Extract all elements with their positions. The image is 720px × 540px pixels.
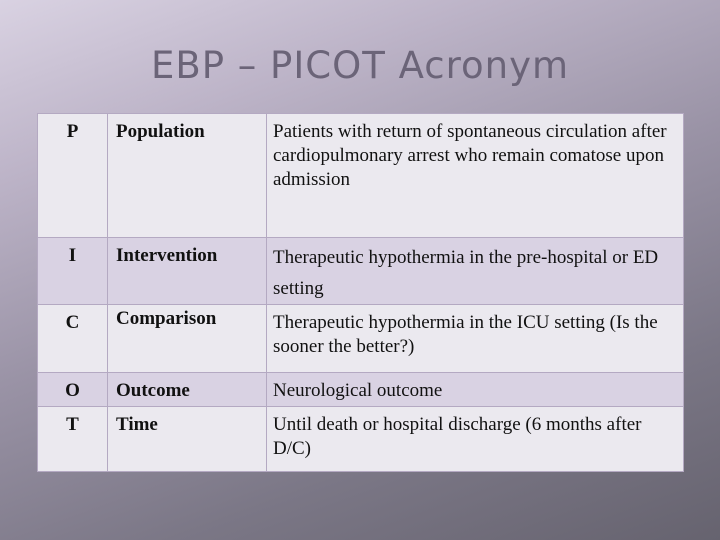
row-letter-cell [38, 114, 108, 238]
row-term-cell [108, 114, 267, 238]
row-term: Comparison [116, 308, 217, 329]
table-row-population [38, 114, 684, 238]
row-description: Patients with return of spontaneous circulation after cardiopulmonary arrest who remain comatose upon admission [273, 121, 667, 190]
row-term: Population [116, 121, 205, 142]
row-description-cell [267, 238, 684, 305]
table-row-intervention [38, 238, 684, 305]
picot-table [37, 113, 684, 472]
row-description: Until death or hospital discharge (6 months after D/C) [273, 414, 642, 459]
row-letter-cell [38, 238, 108, 305]
row-description: Therapeutic hypothermia in the pre-hospital or ED setting [273, 247, 659, 299]
row-description-cell [267, 305, 684, 373]
row-description-cell [267, 114, 684, 238]
row-letter-cell [38, 407, 108, 472]
row-letter: C [65, 312, 80, 333]
row-term: Outcome [116, 380, 190, 401]
row-term-cell [108, 238, 267, 305]
row-description: Therapeutic hypothermia in the ICU setting (Is the sooner the better?) [273, 312, 658, 357]
row-letter: I [68, 245, 77, 266]
row-term-cell [108, 407, 267, 472]
table-row-comparison [38, 305, 684, 373]
row-letter: P [66, 121, 79, 142]
row-term-cell [108, 373, 267, 407]
row-letter-cell [38, 305, 108, 373]
row-description: Neurological outcome [273, 380, 443, 401]
table-row-outcome [38, 373, 684, 407]
row-description-cell [267, 407, 684, 472]
row-term: Time [116, 414, 158, 435]
slide-title: EBP – PICOT Acronym [150, 44, 570, 87]
row-letter: T [66, 414, 79, 435]
row-term-cell [108, 305, 267, 373]
row-term: Intervention [116, 245, 218, 266]
row-letter: O [65, 380, 80, 401]
row-description-cell [267, 373, 684, 407]
table-row-time [38, 407, 684, 472]
row-letter-cell [38, 373, 108, 407]
